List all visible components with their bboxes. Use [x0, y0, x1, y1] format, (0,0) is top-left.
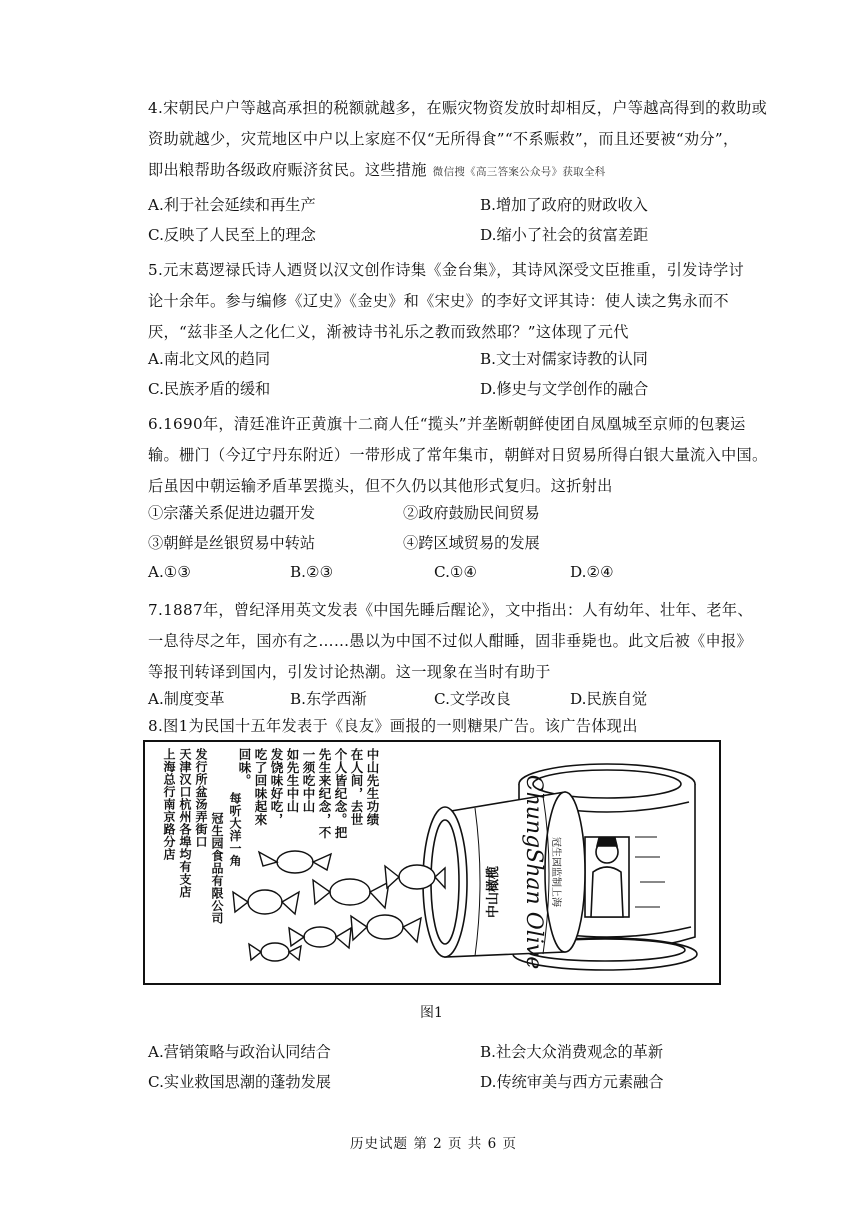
ad-slogan-col-4: 先生来纪念，不	[317, 748, 332, 839]
can-english-label: ChungShan Olive	[521, 774, 546, 970]
ad-slogan-col-5: 一须吃中山	[301, 748, 316, 813]
question-7-line-3: 等报刊转译到国内，引发讨论热潮。这一现象在当时有助于	[148, 663, 551, 681]
q6-item-2: ②政府鼓励民间贸易	[403, 504, 540, 522]
ad-slogan-col-6: 如先生中山	[285, 748, 300, 813]
q5-option-b[interactable]: B.文士对儒家诗教的认同	[480, 350, 648, 368]
ad-price: 每听大洋一角	[228, 792, 242, 867]
ad-company: 冠生园食品有限公司	[210, 812, 224, 925]
figure-caption: 图1	[420, 1005, 443, 1021]
q8-option-b[interactable]: B.社会大众消费观念的革新	[480, 1043, 664, 1061]
q7-option-c[interactable]: C.文学改良	[434, 690, 511, 708]
question-4-line-2: 资助就越少，灾荒地区中户以上家庭不仅“无所得食”“不系赈救”，而且还要被“劝分”，	[148, 130, 739, 148]
wrapped-candy-icon	[233, 851, 445, 961]
q8-option-c[interactable]: C.实业救国思潮的蓬勃发展	[148, 1073, 331, 1091]
question-5	[148, 255, 748, 348]
ad-slogan-col-1: 中山先生功绩	[365, 748, 380, 826]
q6-option-c[interactable]: C.①④	[434, 563, 478, 581]
q6-option-d[interactable]: D.②④	[570, 563, 614, 581]
ad-slogan-col-2: 在人间，去世	[349, 748, 364, 826]
q4-option-a[interactable]: A.利于社会延续和再生产	[148, 196, 316, 214]
q4-option-c[interactable]: C.反映了人民至上的理念	[148, 226, 316, 244]
q8-option-a[interactable]: A.营销策略与政治认同结合	[148, 1043, 331, 1061]
q8-option-d[interactable]: D.传统审美与西方元素融合	[480, 1073, 664, 1091]
ad-address-2: 上海总行南京路分店	[162, 748, 176, 861]
q6-option-b[interactable]: B.②③	[290, 563, 334, 581]
can-vertical-label: 中山橄榄	[486, 865, 501, 919]
q6-item-3: ③朝鲜是丝银贸易中转站	[148, 534, 316, 552]
question-8-line-1: 8.图1为民国十五年发表于《良友》画报的一则糖果广告。该广告体现出	[148, 717, 638, 735]
question-4-line-3: 即出粮帮助各级政府赈济贫民。这些措施	[148, 161, 427, 179]
q7-option-b[interactable]: B.东学西渐	[290, 690, 367, 708]
q5-option-d[interactable]: D.修史与文学创作的融合	[480, 380, 649, 398]
ad-address-3: 发行所盆汤弄街口	[194, 748, 208, 848]
q5-option-c[interactable]: C.民族矛盾的缓和	[148, 380, 271, 398]
page-footer: 历史试题 第 2 页 共 6 页	[350, 1136, 517, 1152]
can-company-label: 冠生园监制上海	[550, 837, 561, 907]
ad-slogan-col-7: 发饶味好吃，	[269, 748, 284, 826]
question-4	[148, 93, 768, 186]
question-6	[148, 409, 768, 502]
q6-option-a[interactable]: A.①③	[148, 563, 192, 581]
question-6-line-1: 6.1690年，清廷准许正黄旗十二商人任“揽头”并垄断朝鲜使团自凤凰城至京师的包裹运	[148, 415, 746, 433]
question-5-line-2: 论十余年。参与编修《辽史》《金史》和《宋史》的李好文评其诗：使人读之隽永而不	[148, 292, 729, 310]
question-7-line-1: 7.1887年，曾纪泽用英文发表《中国先睡后醒论》，文中指出：人有幼年、壮年、老年、	[148, 601, 753, 619]
question-5-line-3: 厌，“兹非圣人之化仁义，渐被诗书礼乐之教而致然耶？”这体现了元代	[148, 323, 629, 341]
question-7	[148, 595, 753, 688]
ad-slogan-col-8: 吃了回味起來	[253, 748, 268, 826]
question-5-line-1: 5.元末葛逻禄氏诗人迺贤以汉文创作诗集《金台集》，其诗风深受文臣推重，引发诗学讨	[148, 261, 745, 279]
candy-advertisement-figure	[143, 740, 721, 985]
q4-option-d[interactable]: D.缩小了社会的贫富差距	[480, 226, 649, 244]
question-6-line-3: 后虽因中朝运输矛盾革罢揽头，但不久仍以其他形式复归。这折射出	[148, 477, 613, 495]
question-8	[148, 711, 748, 742]
question-6-line-2: 输。栅门（今辽宁丹东附近）一带形成了常年集市，朝鲜对日贸易所得白银大量流入中国。	[148, 446, 768, 464]
ad-illustration	[145, 742, 719, 983]
q5-option-a[interactable]: A.南北文风的趋同	[148, 350, 271, 368]
ad-slogan-col-9: 回味。	[237, 748, 252, 787]
question-4-line-1: 4.宋朝民户户等越高承担的税额就越多，在赈灾物资发放时却相反，户等越高得到的救助或	[148, 99, 768, 117]
watermark-note: 微信搜《高三答案公众号》获取全科	[432, 166, 606, 178]
q7-option-d[interactable]: D.民族自觉	[570, 690, 648, 708]
q7-option-a[interactable]: A.制度变革	[148, 690, 225, 708]
ad-address-1: 天津汉口杭州各埠均有支店	[178, 748, 192, 898]
q6-item-4: ④跨区域贸易的发展	[403, 534, 540, 552]
q4-option-b[interactable]: B.增加了政府的财政收入	[480, 196, 648, 214]
q6-item-1: ①宗藩关系促进边疆开发	[148, 504, 316, 522]
question-7-line-2: 一息待尽之年，国亦有之……愚以为中国不过似人酣睡，固非垂毙也。此文后被《申报》	[148, 632, 753, 650]
ad-slogan-col-3: 个人皆纪念。把	[333, 748, 348, 839]
